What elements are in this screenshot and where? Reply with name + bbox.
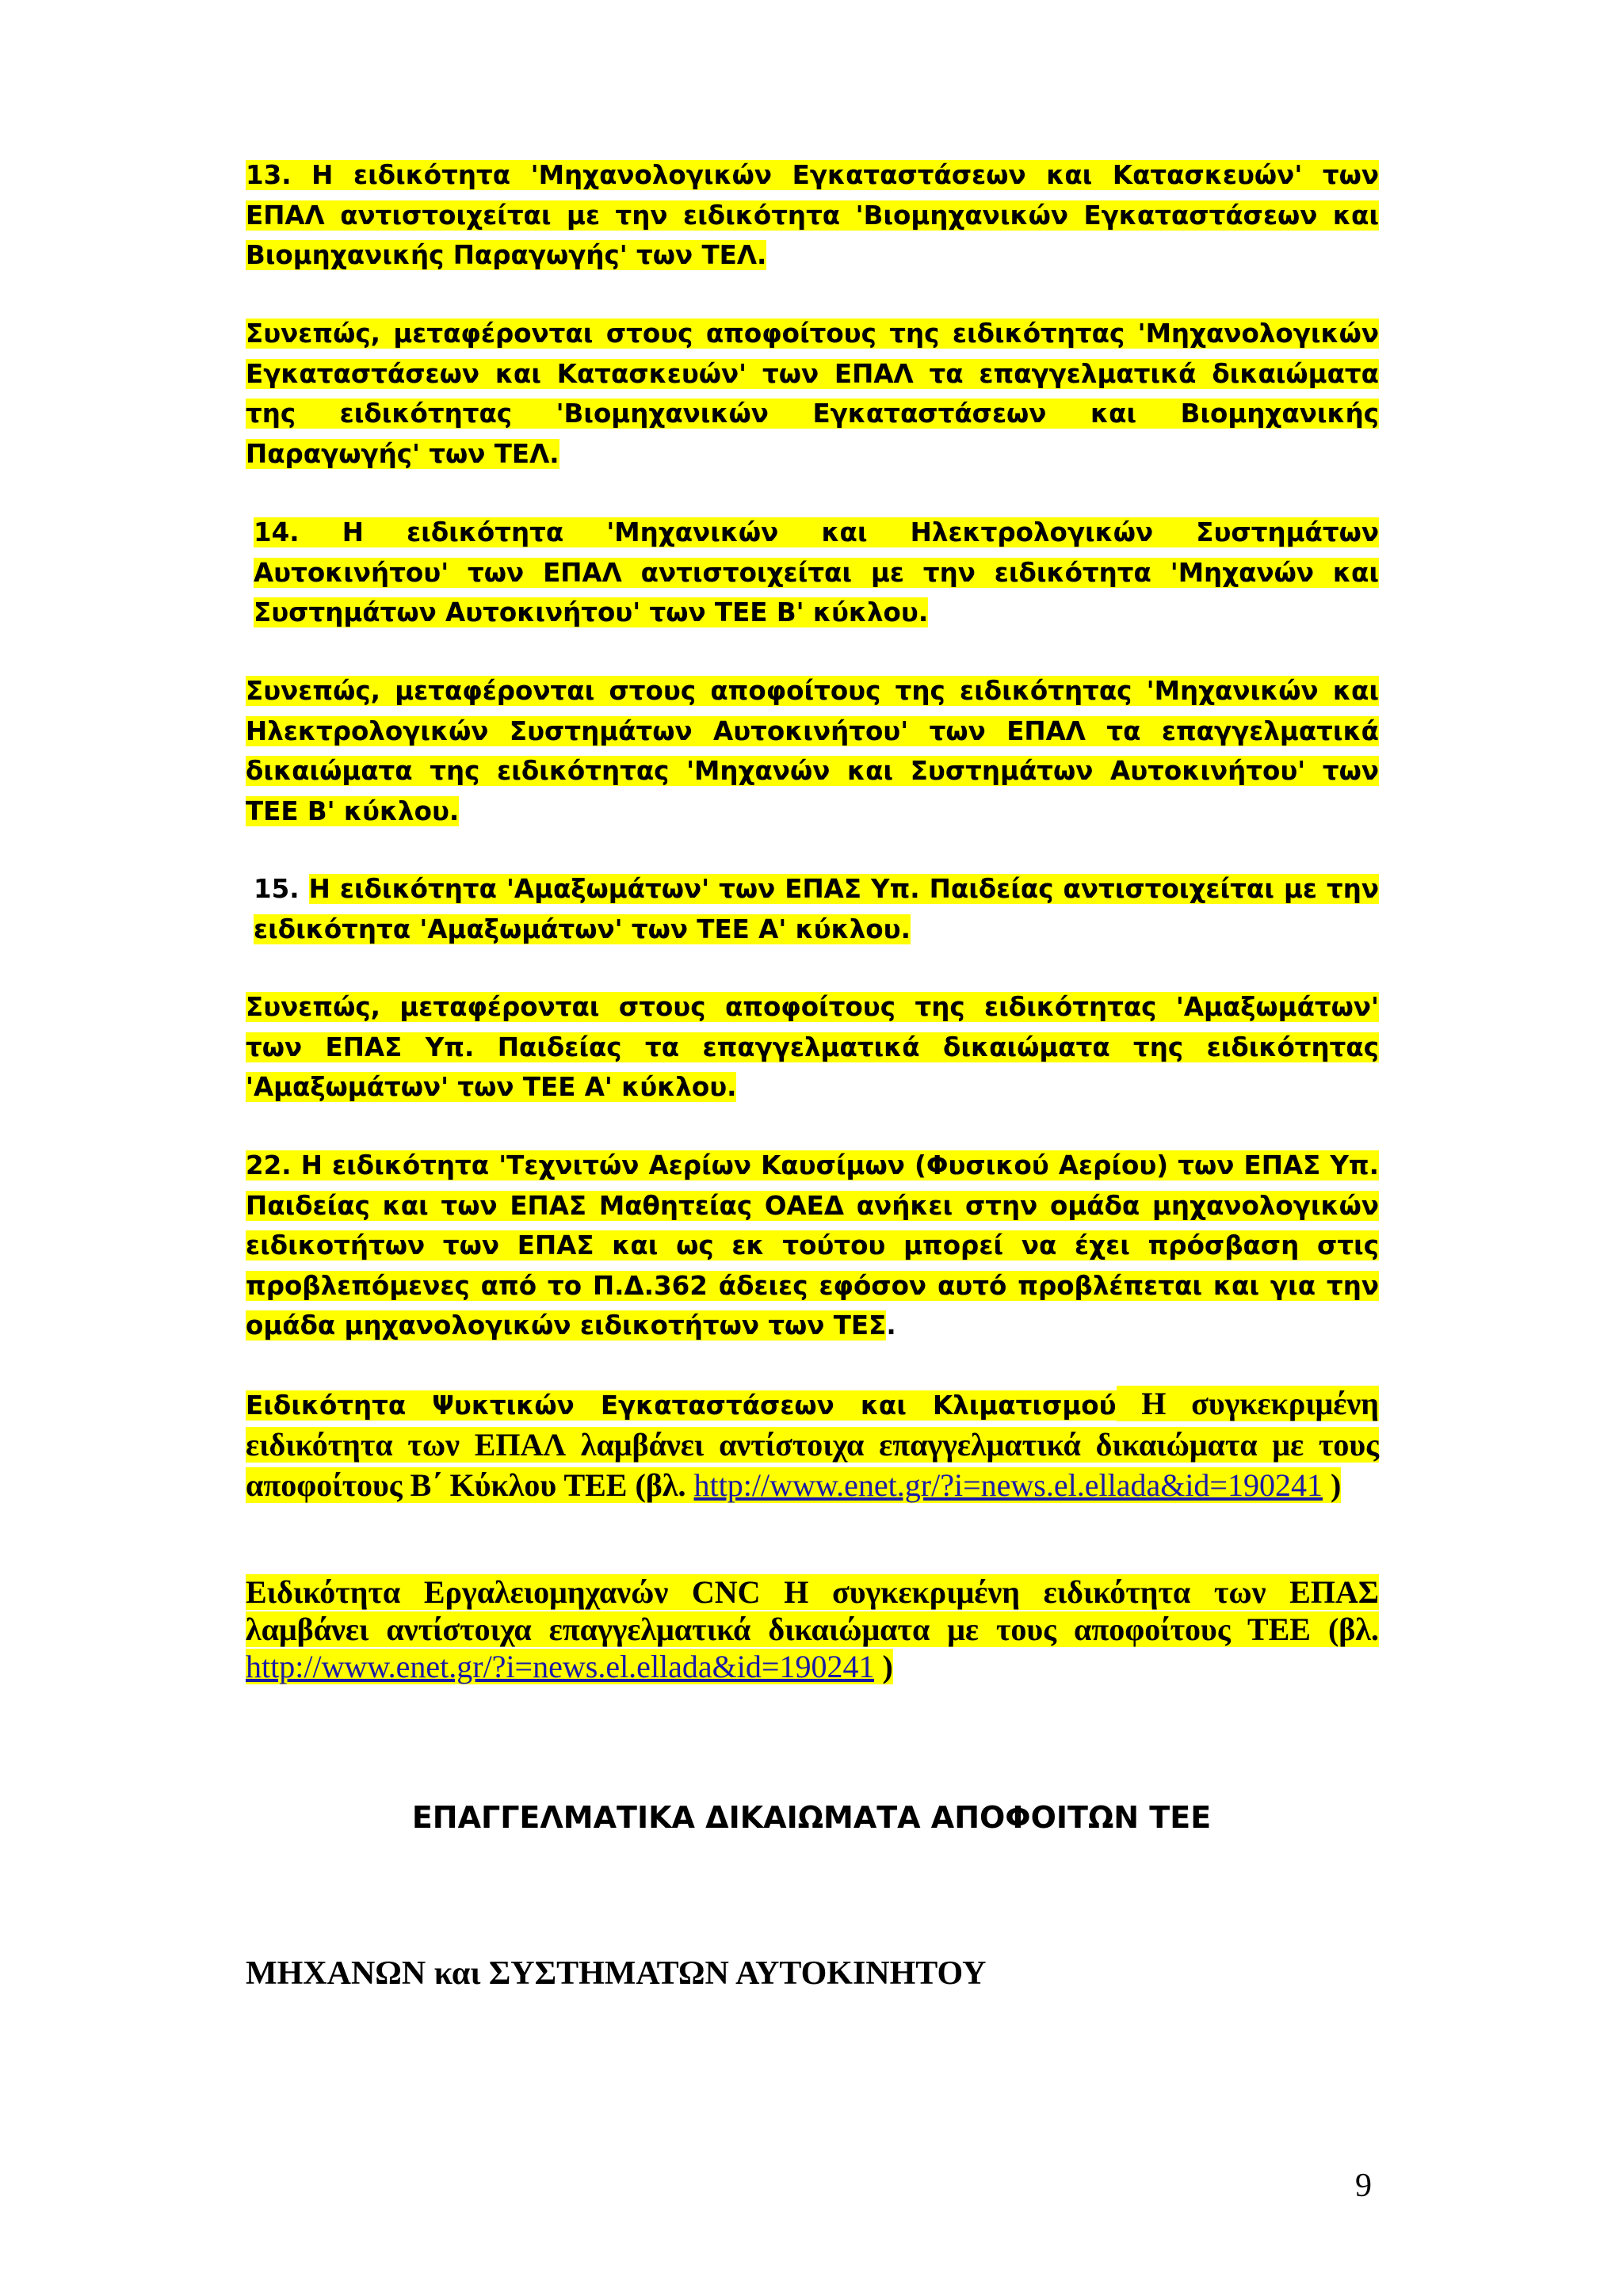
refrigeration-end: ) [1323,1467,1342,1503]
paragraph-13-text: 13. Η ειδικότητα 'Μηχανολογικών Εγκαταστάσεων και Κατασκευών' των ΕΠΑΛ αντιστοιχείται με την ειδικότητα 'Βιομηχανικών Εγκαταστάσεων και Βιομηχανικής Παραγωγής' των ΤΕΛ. [246,160,1379,270]
paragraph-13-consequence-text: Συνεπώς, μεταφέρονται στους αποφοίτους της ειδικότητας 'Μηχανολογικών Εγκαταστάσεων και Κατασκευών' των ΕΠΑΛ τα επαγγελματικά δικαιώματα της ειδικότητας 'Βιομηχανικών Εγκαταστάσεων και Βιομηχανικής Παραγωγής' των ΤΕΛ. [246,318,1379,469]
paragraph-15 [246,869,1379,949]
paragraph-15-consequence [246,987,1379,1108]
refrigeration-link[interactable]: http://www.enet.gr/?i=news.el.ellada&id=190241 [693,1467,1323,1503]
paragraph-13-consequence [246,314,1379,474]
paragraph-13 [246,155,1379,276]
refrigeration-body: Η συγκεκριμένη ειδικότητα των ΕΠΑΛ λαμβάνει αντίστοιχα επαγγελματικά δικαιώματα με τους αποφοίτους Β΄ Κύκλου ΤΕΕ (βλ. [246,1386,1379,1503]
paragraph-14-consequence-text: Συνεπώς, μεταφέρονται στους αποφοίτους της ειδικότητας 'Μηχανικών και Ηλεκτρολογικών Συστημάτων Αυτοκινήτου' των ΕΠΑΛ τα επαγγελματικά δικαιώματα της ειδικότητας 'Μηχανών και Συστημάτων Αυτοκινήτου' των ΤΕΕ Β' κύκλου. [246,676,1379,826]
page-number: 9 [1355,2168,1372,2204]
paragraph-14-consequence [246,671,1379,831]
cnc-end: ) [874,1649,893,1684]
paragraph-15-number: 15. [254,874,309,904]
refrigeration-lead: Ειδικότητα Ψυκτικών Εγκαταστάσεων και Κλιματισμού [246,1390,1117,1421]
section-subheading: ΜΗΧΑΝΩΝ και ΣΥΣΤΗΜΑΤΩΝ ΑΥΤΟΚΙΝΗΤΟΥ [246,1955,987,1992]
cnc-link[interactable]: http://www.enet.gr/?i=news.el.ellada&id=190241 [246,1649,875,1684]
paragraph-15-consequence-text: Συνεπώς, μεταφέρονται στους αποφοίτους της ειδικότητας 'Αμαξωμάτων' των ΕΠΑΣ Υπ. Παιδείας τα επαγγελματικά δικαιώματα της ειδικότητας 'Αμαξωμάτων' των ΤΕΕ Α' κύκλου. [246,992,1379,1102]
section-heading: ΕΠΑΓΓΕΛΜΑΤΙΚΑ ΔΙΚΑΙΩΜΑΤΑ ΑΠΟΦΟΙΤΩΝ ΤΕΕ [411,1800,1212,1835]
paragraph-22 [246,1146,1379,1346]
paragraph-15-text: Η ειδικότητα 'Αμαξωμάτων' των ΕΠΑΣ Υπ. Παιδείας αντιστοιχείται με την ειδικότητα 'Αμαξωμάτων' των ΤΕΕ Α' κύκλου. [254,874,1379,944]
paragraph-cnc [246,1573,1379,1685]
paragraph-22-text: 22. Η ειδικότητα 'Τεχνιτών Αερίων Καυσίμων (Φυσικού Αερίου) των ΕΠΑΣ Υπ. Παιδείας και των ΕΠΑΣ Μαθητείας ΟΑΕΔ ανήκει στην ομάδα μηχανολογικών ειδικοτήτων των ΕΠΑΣ και ως εκ τούτου μπορεί να έχει πρόσβαση στις προβλεπόμενες από το Π.Δ.362 άδειες εφόσον αυτό προβλέπεται και για την ομάδα μηχανολογικών ειδικοτήτων των ΤΕΣ [246,1150,1379,1341]
paragraph-refrigeration [246,1385,1379,1508]
paragraph-14 [246,513,1379,633]
paragraph-22-end: . [886,1310,896,1341]
cnc-body: Ειδικότητα Εργαλειομηχανών CNC Η συγκεκριμένη ειδικότητα των ΕΠΑΣ λαμβάνει αντίστοιχα επαγγελματικά δικαιώματα με τους αποφοίτους ΤΕΕ (βλ. [246,1574,1379,1647]
paragraph-14-text: 14. Η ειδικότητα 'Μηχανικών και Ηλεκτρολογικών Συστημάτων Αυτοκινήτου' των ΕΠΑΛ αντιστοιχείται με την ειδικότητα 'Μηχανών και Συστημάτων Αυτοκινήτου' των ΤΕΕ Β' κύκλου. [254,517,1379,627]
